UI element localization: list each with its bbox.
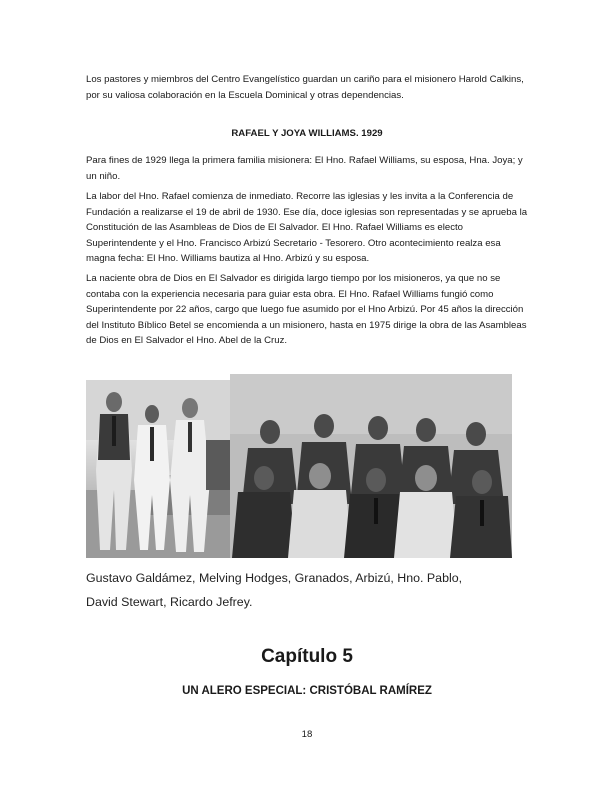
chapter-title: Capítulo 5 <box>261 646 353 667</box>
photo-group-portrait-image <box>230 374 512 558</box>
photo-caption-line-2: David Stewart, Ricardo Jefrey. <box>86 595 253 609</box>
photo-three-men <box>86 380 232 558</box>
section-heading: RAFAEL Y JOYA WILLIAMS. 1929 <box>231 128 383 139</box>
intro-paragraph: Los pastores y miembros del Centro Evangelístico guardan un cariño para el misionero Harold Calkins, por su valiosa colaboración en la Escuela Dominical y otras dependencias. <box>86 74 524 101</box>
photo-group-portrait <box>230 374 512 558</box>
paragraph-2: La labor del Hno. Rafael comienza de inmediato. Recorre las iglesias y les invita a la Conferencia de Fundación a realizarse el 19 de abril de 1930. Ese día, doce iglesias son representadas y se aprueba la Constitución de las Asambleas de Dios de El Salvador. El Hno. Rafael Williams es electo Superintendente y el Hno. Francisco Arbizú Secretario - Tesorero. Otro acontecimiento realza esa magna fecha: El Hno. Williams bautiza al Hno. Arbizú y su esposa. <box>86 191 528 265</box>
paragraph-1: Para fines de 1929 llega la primera familia misionera: El Hno. Rafael Williams, su esposa, Hna. Joya; y un niño. <box>86 155 523 182</box>
photo-caption-line-1: Gustavo Galdámez, Melving Hodges, Granados, Arbizú, Hno. Pablo, <box>86 571 463 585</box>
page-number: 18 <box>301 729 313 740</box>
chapter-subtitle: UN ALERO ESPECIAL: CRISTÓBAL RAMÍREZ <box>182 685 432 697</box>
paragraph-3: La naciente obra de Dios en El Salvador es dirigida largo tiempo por los misioneros, ya que no se contaba con la experiencia necesaria para guiar esta obra. El Hno. Rafael Williams fungió como Superintendente por 22 años, cargo que luego fue asumido por el Hno Arbizú. Por 45 años la dirección del Instituto Bíblico Betel se encomienda a un misionero, hasta en 1975 dirige la obra de las Asambleas de Dios en El Salvador el Hno. Abel de la Cruz. <box>86 273 527 347</box>
photo-three-men-image <box>86 380 232 558</box>
